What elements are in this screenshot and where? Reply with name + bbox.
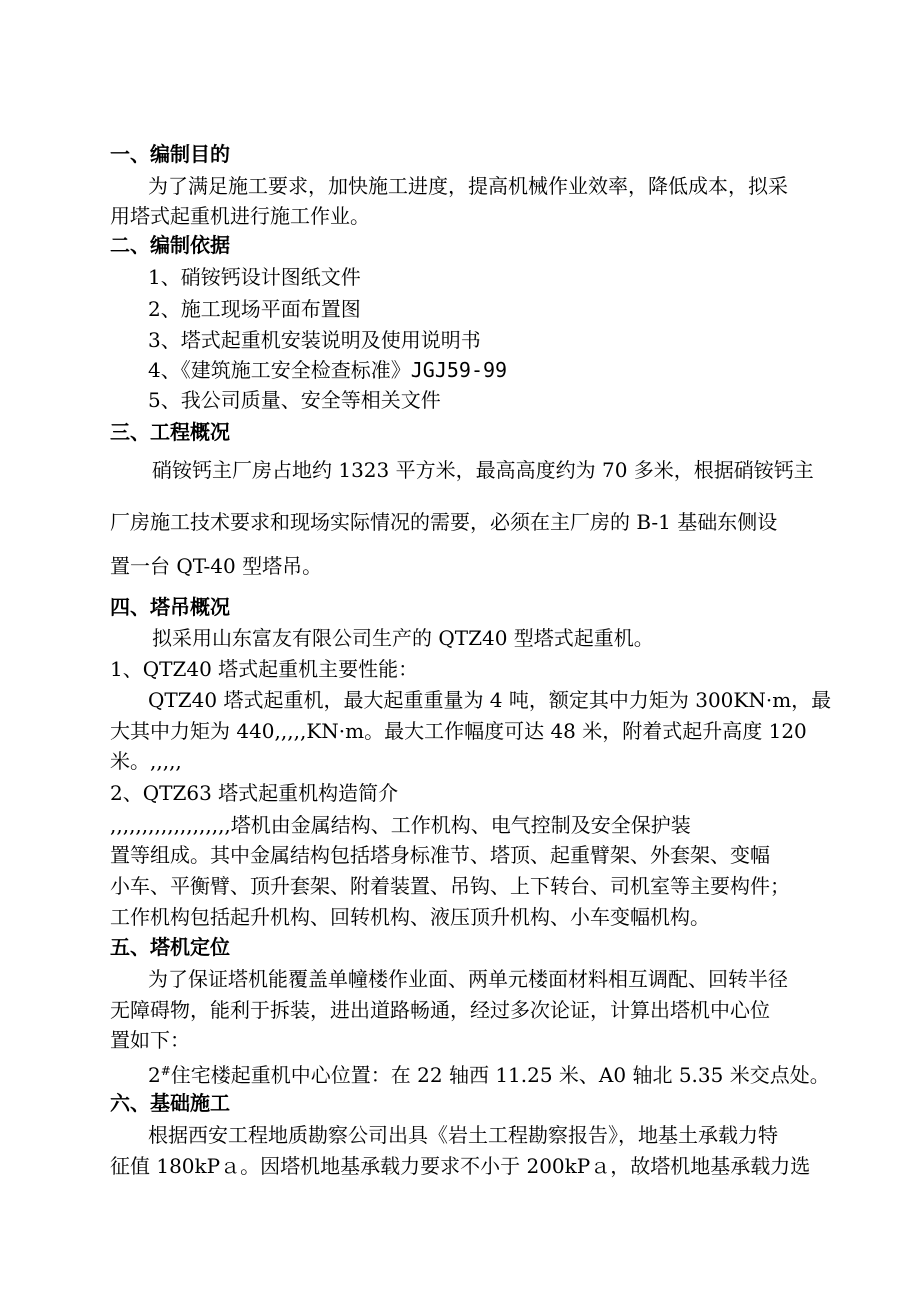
section-6-paragraph-line: 根据西安工程地质勘察公司出具《岩土工程勘察报告》，地基土承载力特 xyxy=(148,1123,778,1147)
section-6-paragraph-line: 征值 180kPａ。因塔机地基承载力要求不小于 200kPａ，故塔机地基承载力选 xyxy=(110,1154,811,1178)
section-2-heading: 二、编制依据 xyxy=(110,233,230,257)
section-6-heading: 六、基础施工 xyxy=(110,1091,230,1115)
section-5-paragraph-line: 无障碍物，能利于拆装，进出道路畅通，经过多次论证，计算出塔机中心位 xyxy=(110,998,770,1022)
section-3-heading: 三、工程概况 xyxy=(110,420,230,444)
subsection-2-paragraph-line: ,,,,,,,,,,,,,,,,,,,塔机由金属结构、工作机构、电气控制及安全保护装 xyxy=(110,813,691,837)
crane-center-location xyxy=(148,1056,830,1086)
section-1-paragraph-line: 为了满足施工要求，加快施工进度，提高机械作业效率，降低成本，拟采 xyxy=(148,174,788,198)
building-number: 2 xyxy=(148,1063,161,1087)
subsection-2-paragraph-line: 工作机构包括起升机构、回转机构、液压顶升机构、小车变幅机构。 xyxy=(110,905,710,929)
subsection-2-title: 2、QTZ63 塔式起重机构造简介 xyxy=(110,781,399,805)
basis-item: 2、施工现场平面布置图 xyxy=(148,297,361,321)
subsection-1-paragraph-line: 米。,,,,, xyxy=(110,749,182,773)
subsection-2-paragraph-line: 置等组成。其中金属结构包括塔身标准节、塔顶、起重臂架、外套架、变幅 xyxy=(110,843,770,867)
standard-code: JGJ59-99 xyxy=(410,358,508,382)
section-3-paragraph-line: 硝铵钙主厂房占地约 1323 平方米，最高高度约为 70 多米，根据硝铵钙主 xyxy=(152,458,814,482)
section-5-paragraph-line: 置如下： xyxy=(110,1028,190,1052)
section-4-heading: 四、塔吊概况 xyxy=(110,595,230,619)
basis-item: 1、硝铵钙设计图纸文件 xyxy=(148,265,361,289)
crane-center-location-text: 住宅楼起重机中心位置：在 22 轴西 11.25 米、A0 轴北 5.35 米交点处。 xyxy=(170,1063,830,1087)
section-1-heading: 一、编制目的 xyxy=(110,142,230,166)
subsection-1-paragraph-line: QTZ40 塔式起重机，最大起重重量为 4 吨，额定其中力矩为 300KN·m，最 xyxy=(148,688,832,712)
section-5-heading: 五、塔机定位 xyxy=(110,935,230,959)
section-1-paragraph-line: 用塔式起重机进行施工作业。 xyxy=(110,204,370,228)
building-number-mark: # xyxy=(160,1064,171,1078)
section-3-paragraph-line: 置一台 QT-40 型塔吊。 xyxy=(110,554,323,578)
basis-item-title: 4、《建筑施工安全检查标准》 xyxy=(148,358,411,382)
subsection-1-title: 1、QTZ40 塔式起重机主要性能： xyxy=(110,657,419,681)
basis-item: 5、我公司质量、安全等相关文件 xyxy=(148,388,441,412)
section-5-paragraph-line: 为了保证塔机能覆盖单幢楼作业面、两单元楼面材料相互调配、回转半径 xyxy=(148,967,788,991)
subsection-1-paragraph-line: 大其中力矩为 440,,,,,KN·m。最大工作幅度可达 48 米，附着式起升高度 120 xyxy=(110,719,807,743)
basis-item: 3、塔式起重机安装说明及使用说明书 xyxy=(148,328,481,352)
basis-item xyxy=(148,355,507,385)
section-4-intro: 拟采用山东富友有限公司生产的 QTZ40 型塔式起重机。 xyxy=(152,626,654,650)
subsection-2-paragraph-line: 小车、平衡臂、顶升套架、附着装置、吊钩、上下转台、司机室等主要构件； xyxy=(110,874,790,898)
section-3-paragraph-line: 厂房施工技术要求和现场实际情况的需要，必须在主厂房的 B-1 基础东侧设 xyxy=(110,510,778,534)
